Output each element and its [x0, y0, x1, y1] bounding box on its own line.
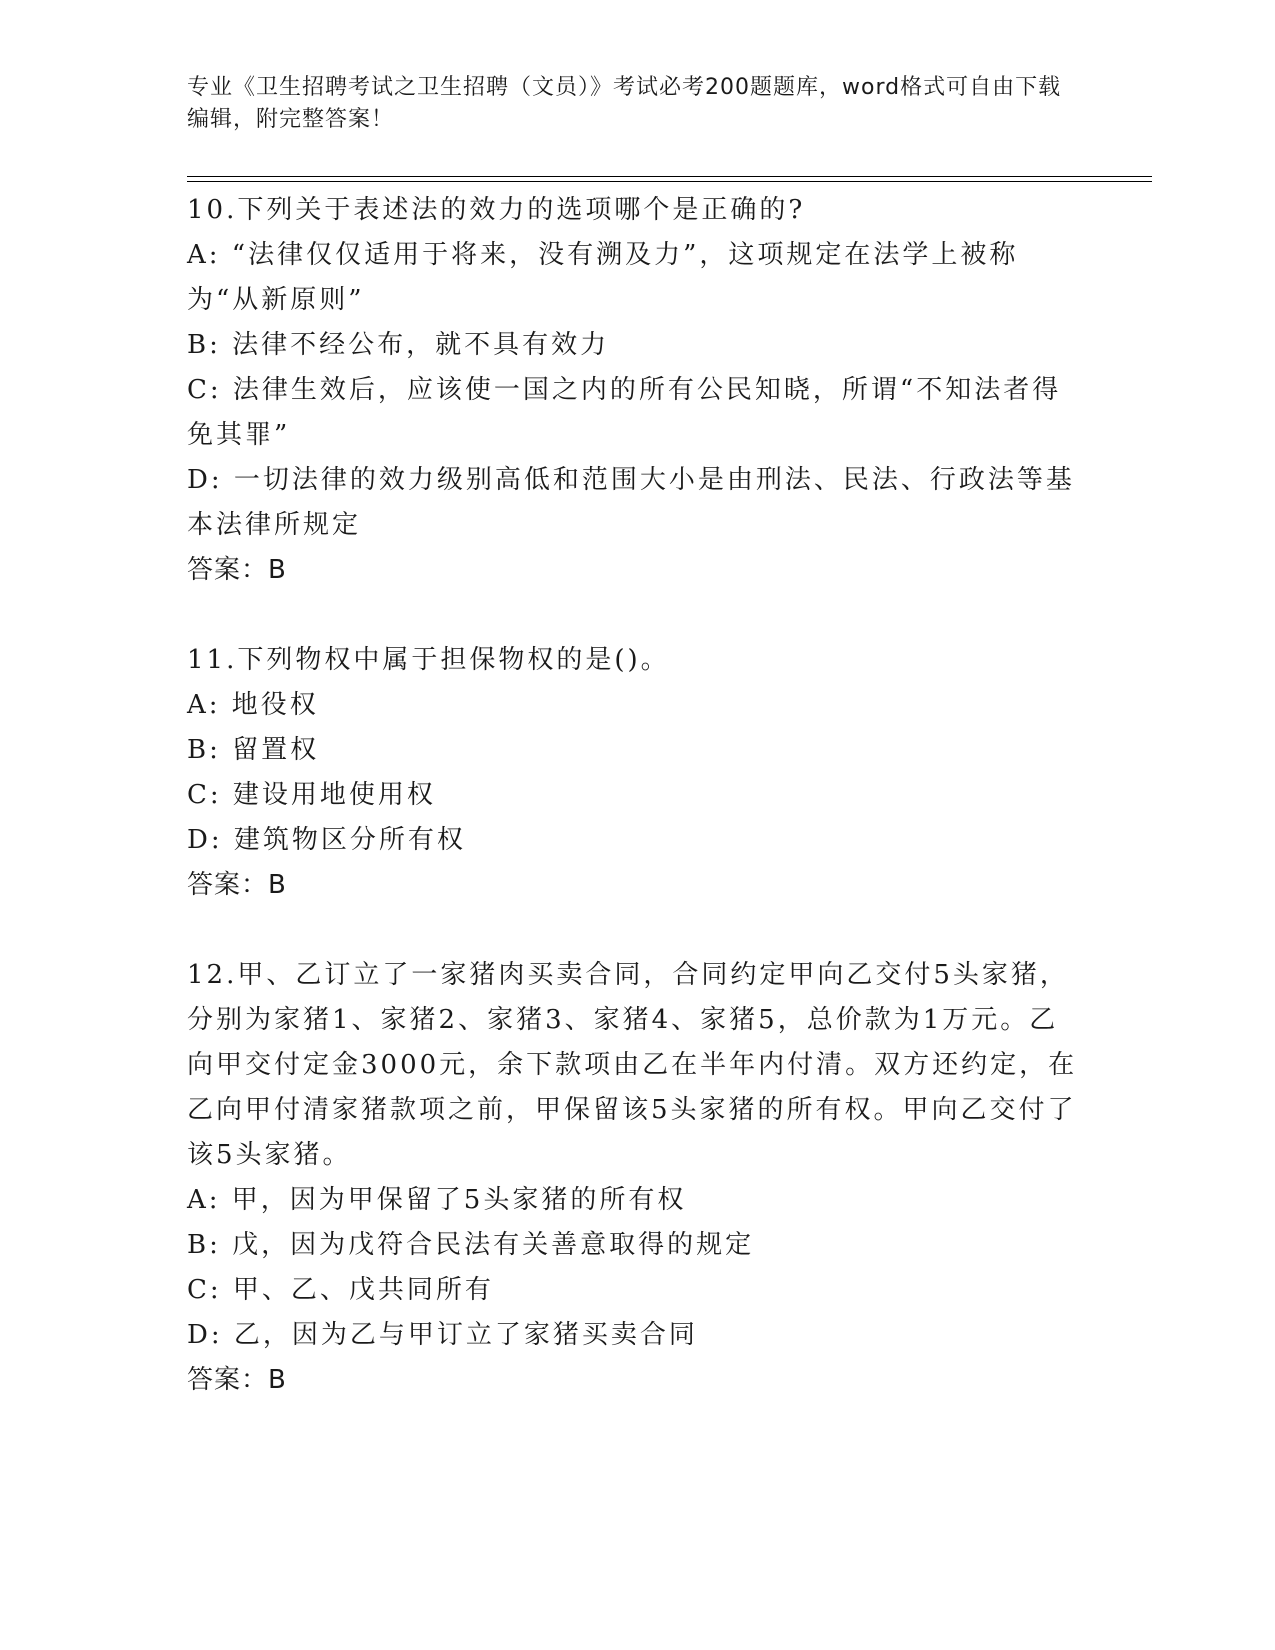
question-12: [187, 953, 1087, 1403]
answer: 答案：B: [187, 1365, 287, 1395]
question-stem: 12.甲、乙订立了一家猪肉买卖合同，合同约定甲向乙交付5头家猪，分别为家猪1、家猪2、家猪3、家猪4、家猪5，总价款为1万元。乙向甲交付定金3000元，余下款项由乙在半年内付清。双方还约定，在乙向甲付清家猪款项之前，甲保留该5头家猪的所有权。甲向乙交付了该5头家猪。: [187, 960, 1078, 1170]
option-c: C: 法律生效后，应该使一国之内的所有公民知晓，所谓“不知法者得免其罪”: [187, 375, 1062, 450]
option-d: D: 建筑物区分所有权: [187, 825, 466, 855]
option-d: D: 一切法律的效力级别高低和范围大小是由刑法、民法、行政法等基本法律所规定: [187, 465, 1075, 540]
answer: 答案：B: [187, 555, 287, 585]
question-11: [187, 638, 1087, 908]
question-stem: 11.下列物权中属于担保物权的是()。: [187, 645, 670, 675]
option-b: B: 法律不经公布，就不具有效力: [187, 330, 610, 360]
header-divider-top: [187, 176, 1152, 177]
option-c: C: 甲、乙、戊共同所有: [187, 1275, 494, 1305]
question-stem: 10.下列关于表述法的效力的选项哪个是正确的?: [187, 195, 806, 225]
option-c: C: 建设用地使用权: [187, 780, 436, 810]
spacer: [187, 593, 1087, 638]
option-b: B: 戊，因为戊符合民法有关善意取得的规定: [187, 1230, 755, 1260]
option-b: B: 留置权: [187, 735, 320, 765]
option-a: A: 甲，因为甲保留了5头家猪的所有权: [187, 1185, 687, 1215]
header-divider-bottom: [187, 181, 1152, 182]
option-a: A: 地役权: [187, 690, 319, 720]
option-d: D: 乙，因为乙与甲订立了家猪买卖合同: [187, 1320, 698, 1350]
question-10: [187, 188, 1087, 593]
header-note: 专业《卫生招聘考试之卫生招聘（文员）》考试必考200题题库，word格式可自由下载编辑，附完整答案！: [187, 75, 1062, 132]
question-list: [187, 188, 1087, 1403]
spacer: [187, 908, 1087, 953]
answer: 答案：B: [187, 870, 287, 900]
option-a: A: “法律仅仅适用于将来，没有溯及力”，这项规定在法学上被称为“从新原则”: [187, 240, 1019, 315]
